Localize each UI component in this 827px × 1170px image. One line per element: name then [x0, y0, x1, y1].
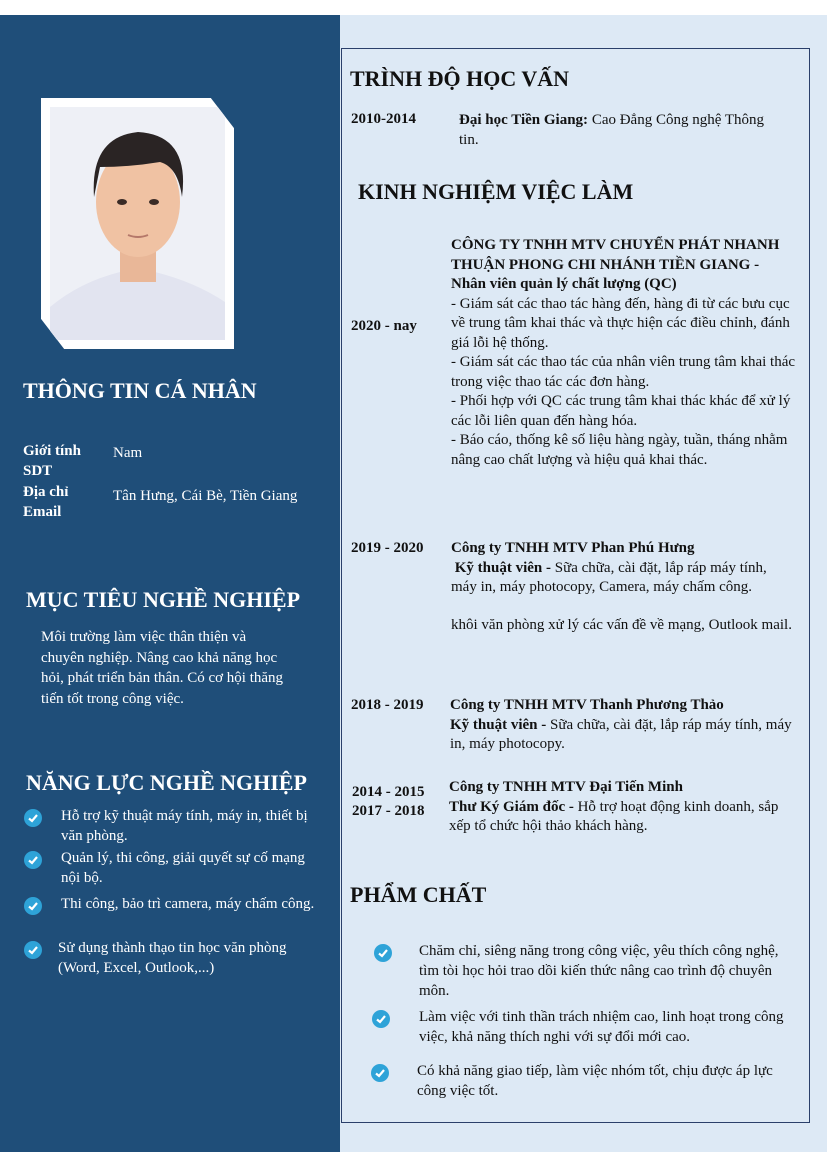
check-icon [24, 851, 42, 869]
profile-photo [41, 98, 234, 349]
job-company: Công ty TNHH MTV Phan Phú Hưng [451, 540, 695, 556]
job-duty: - Báo cáo, thống kê số liệu hàng ngày, tuần, tháng nhằm nâng cao chất lượng và hiệu quả khai thác. [451, 432, 788, 468]
job-extra: khôi văn phòng xử lý các vấn đề về mạng, Outlook mail. [451, 616, 792, 633]
job-role: Kỹ thuật viên - [454, 559, 552, 576]
gender-label: Giới tính [23, 443, 81, 459]
job-date: 2018 - 2019 [351, 697, 424, 713]
address-label: Địa chỉ [23, 484, 69, 500]
personal-info-list [23, 443, 297, 524]
check-icon [24, 809, 42, 827]
check-icon [372, 1010, 390, 1028]
portrait-image [50, 107, 225, 340]
job-entry [449, 778, 794, 837]
job-duty: - Giám sát các thao tác của nhân viên trung tâm khai thác trong việc thao tác các đơn hàng. [451, 354, 796, 390]
job-entry [451, 539, 796, 635]
phone-label: SDT [23, 463, 53, 479]
job-duty: - Giám sát các thao tác hàng đến, hàng đi từ các bưu cục về trung tâm khai thác và thực hiện các điều chỉnh, đánh giá lỗi hệ thống. [451, 295, 790, 351]
check-icon [24, 897, 42, 915]
school-name: Đại học Tiền Giang: [459, 112, 589, 128]
list-item: Sử dụng thành thạo tin học văn phòng (Word, Excel, Outlook,...) [58, 940, 287, 976]
job-entry [450, 696, 795, 755]
job-role: Thư Ký Giám đốc - [449, 798, 574, 815]
email-label: Email [23, 504, 62, 520]
education-entry [459, 110, 779, 150]
job-date: 2020 - nay [351, 318, 417, 334]
address-value: Tân Hưng, Cái Bè, Tiền Giang [113, 488, 298, 504]
job-desc: Hỗ trợ hoạt động kinh doanh, sắp xếp tổ chức hội thảo khách hàng. [449, 798, 779, 834]
gender-value: Nam [113, 445, 143, 461]
check-icon [24, 941, 42, 959]
qualities-heading: PHẨM CHẤT [350, 882, 487, 907]
check-icon [371, 1064, 389, 1082]
job-company: Công ty TNHH MTV Thanh Phương Thảo [450, 697, 724, 713]
list-item: Hỗ trợ kỹ thuật máy tính, máy in, thiết bị văn phòng. [61, 808, 308, 844]
experience-heading: KINH NGHIỆM VIỆC LÀM [358, 179, 634, 204]
job-role: Kỹ thuật viên - [450, 716, 547, 733]
education-heading: TRÌNH ĐỘ HỌC VẤN [350, 66, 570, 91]
job-date: 2019 - 2020 [351, 540, 424, 556]
list-item: Quản lý, thi công, giải quyết sự cố mạng nội bộ. [61, 850, 305, 886]
skills-heading: NĂNG LỰC NGHỀ NGHIỆP [26, 770, 307, 795]
job-desc: Sữa chữa, cài đặt, lắp ráp máy tính, máy in, máy photocopy. [450, 716, 792, 752]
education-detail: Cao Đẳng Công nghệ Thông tin. [459, 112, 765, 148]
education-date: 2010-2014 [351, 111, 416, 127]
job-company: Công ty TNHH MTV Đại Tiến Minh [449, 779, 683, 795]
list-item: Chăm chỉ, siêng năng trong công việc, yêu thích công nghệ, tìm tòi học hỏi trao dồi kiến thức nâng cao trình độ chuyên môn. [419, 943, 779, 999]
list-item: Có khả năng giao tiếp, làm việc nhóm tốt, chịu được áp lực công việc tốt. [417, 1063, 773, 1099]
personal-info-heading: THÔNG TIN CÁ NHÂN [23, 378, 257, 403]
job-company: CÔNG TY TNHH MTV CHUYỂN PHÁT NHANH THUẬN PHONG CHI NHÁNH TIỀN GIANG - Nhân viên quản lý chất lượng (QC) [451, 237, 780, 292]
job-entry [451, 236, 796, 470]
job-desc: Sữa chữa, cài đặt, lắp ráp máy tính, máy in, máy photocopy, Camera, máy chấm công. [451, 559, 767, 595]
job-date-2: 2017 - 2018 [352, 803, 425, 819]
check-icon [374, 944, 392, 962]
objective-text: Môi trường làm việc thân thiện và chuyên nghiệp. Nâng cao khả năng học hỏi, phát triển bản thân. Có cơ hội thăng tiến tốt trong công việc. [41, 629, 284, 707]
list-item: Thi công, bảo trì camera, máy chấm công. [61, 896, 315, 912]
objective-heading: MỤC TIÊU NGHỀ NGHIỆP [26, 587, 301, 612]
job-date: 2014 - 2015 [352, 784, 425, 800]
list-item: Làm việc với tinh thần trách nhiệm cao, linh hoạt trong công việc, khả năng thích nghi với sự đổi mới cao. [419, 1009, 784, 1045]
job-duty: - Phối hợp với QC các trung tâm khai thác khác để xử lý các lỗi liên quan đến hàng hóa. [451, 393, 791, 429]
